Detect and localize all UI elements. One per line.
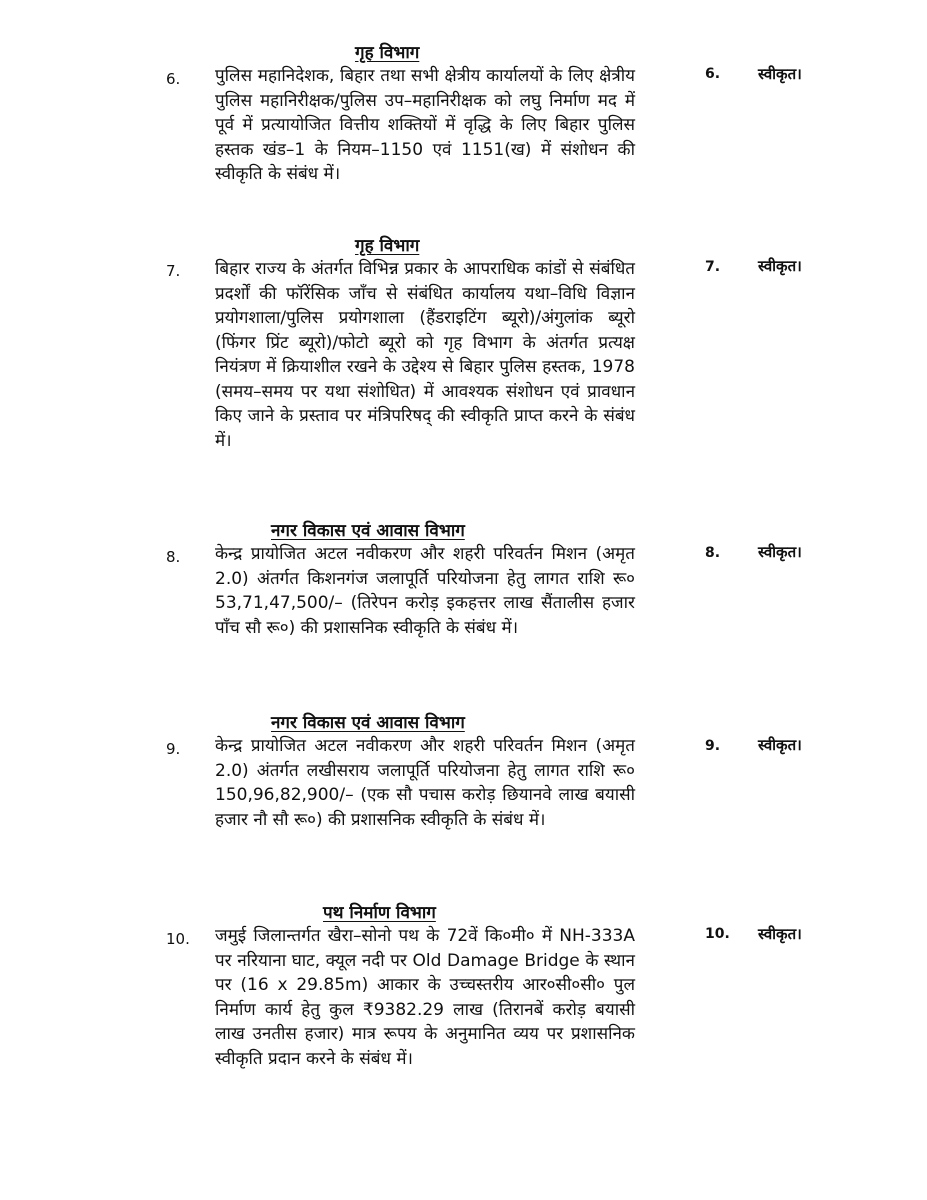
- result-number: 8.: [705, 545, 721, 561]
- result-number: 9.: [705, 738, 721, 754]
- item-description: बिहार राज्य के अंतर्गत विभिन्न प्रकार के आपराधिक कांडों से संबंधित प्रदर्शों की फॉरेंसिक जाँच से संबंधित कार्यालय यथा–विधि विज्ञान प्रयोगशाला/पुलिस प्रयोगशाला (हैंडराइटिंग ब्यूरो)/अंगुलांक ब्यूरो (फिंगर प्रिंट ब्यूरो)/फोटो ब्यूरो को गृह विभाग के अंतर्गत प्रत्यक्ष नियंत्रण में क्रियाशील रखने के उद्देश्य से बिहार पुलिस हस्तक, 1978 (समय–समय पर यथा संशोधित) में आवश्यक संशोधन एवं प्रावधान किए जाने के प्रस्ताव पर मंत्रिपरिषद् की स्वीकृति प्राप्त करने के संबंध में।: [215, 259, 635, 451]
- result-number: 7.: [705, 259, 721, 275]
- department-heading: नगर विकास एवं आवास विभाग: [271, 521, 465, 541]
- result-number: 10.: [705, 926, 730, 942]
- item-number: 9.: [166, 740, 181, 758]
- department-heading: पथ निर्माण विभाग: [323, 903, 436, 923]
- item-number: 7.: [166, 262, 181, 280]
- item-description: केन्द्र प्रायोजित अटल नवीकरण और शहरी परिवर्तन मिशन (अमृत 2.0) अंतर्गत किशनगंज जलापूर्ति परियोजना हेतु लागत राशि रू० 53,71,47,500/– (तिरेपन करोड़ इकहत्तर लाख सैंतालीस हजार पाँच सौ रू०) की प्रशासनिक स्वीकृति के संबंध में।: [215, 544, 635, 638]
- approval-status: स्वीकृत।: [758, 65, 802, 83]
- item-number: 6.: [166, 70, 181, 88]
- approval-status: स्वीकृत।: [758, 543, 802, 561]
- department-heading: नगर विकास एवं आवास विभाग: [271, 713, 465, 733]
- department-heading: गृह विभाग: [355, 236, 420, 256]
- item-description: जमुई जिलान्तर्गत खैरा–सोनो पथ के 72वें कि०मी० में NH-333A पर नरियाना घाट, क्यूल नदी पर Old Damage Bridge के स्थान पर (16 x 29.85m) आकार के उच्चस्तरीय आर०सी०सी० पुल निर्माण कार्य हेतु कुल ₹9382.29 लाख (तिरानबें करोड़ बयासी लाख उनतीस हजार) मात्र रूपय के अनुमानित व्यय पर प्रशासनिक स्वीकृति प्रदान करने के संबंध में।: [215, 926, 635, 1069]
- approval-status: स्वीकृत।: [758, 257, 802, 275]
- item-description: केन्द्र प्रायोजित अटल नवीकरण और शहरी परिवर्तन मिशन (अमृत 2.0) अंतर्गत लखीसराय जलापूर्ति परियोजना हेतु लागत राशि रू० 150,96,82,900/– (एक सौ पचास करोड़ छियानवे लाख बयासी हजार नौ सौ रू०) की प्रशासनिक स्वीकृति के संबंध में।: [215, 736, 635, 830]
- item-number: 10.: [166, 930, 190, 948]
- approval-status: स्वीकृत।: [758, 925, 802, 943]
- result-number: 6.: [705, 66, 721, 82]
- department-heading: गृह विभाग: [355, 43, 420, 63]
- approval-status: स्वीकृत।: [758, 736, 802, 754]
- item-number: 8.: [166, 548, 181, 566]
- item-description: पुलिस महानिदेशक, बिहार तथा सभी क्षेत्रीय कार्यालयों के लिए क्षेत्रीय पुलिस महानिरीक्षक/पुलिस उप–महानिरीक्षक को लघु निर्माण मद में पूर्व में प्रत्यायोजित वित्तीय शक्तियों में वृद्धि के लिए बिहार पुलिस हस्तक खंड–1 के नियम–1150 एवं 1151(ख) में संशोधन की स्वीकृति के संबंध में।: [215, 66, 635, 184]
